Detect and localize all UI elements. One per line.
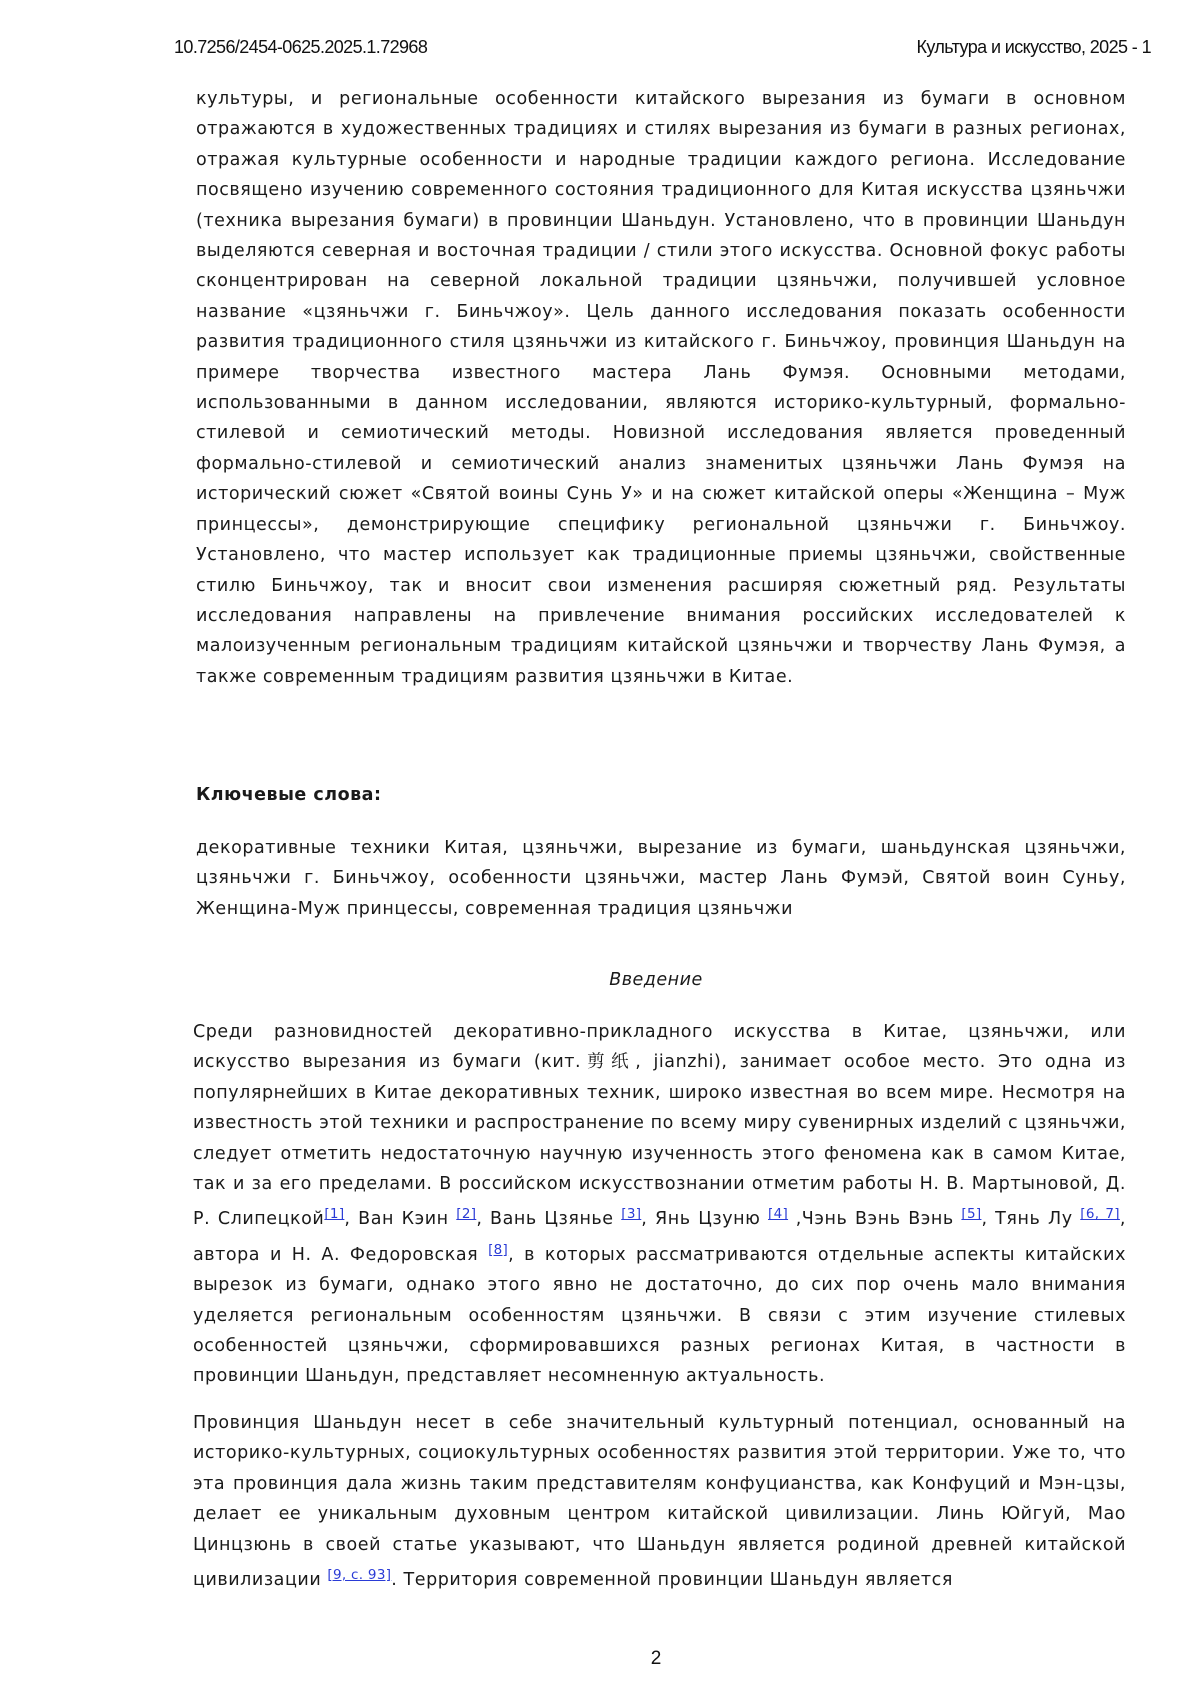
keywords-title: Ключевые слова: [196, 785, 382, 805]
paragraph-text: Провинция Шаньдун несет в себе значительный культурный потенциал, основанный на историко-культурных, социокультурных особенностях развития этой территории. Уже то, что эта провинция дала жизнь таким представителям конфуцианства, как Конфуций и Мэн-цзы, делает ее уникальным духовным центром китайской цивилизации. Линь Юйгуй, Мао Цинцзюнь в своей статье указывают, что Шаньдун является родиной древней китайской цивилизации [193, 1412, 1126, 1590]
citation-link[interactable]: [3] [621, 1206, 642, 1223]
introduction-body [193, 1017, 1126, 1611]
paragraph-text: , Тянь Лу [981, 1209, 1081, 1230]
abstract [196, 84, 1126, 692]
paragraph-text: . Территория современной провинции Шаньдун является [391, 1569, 953, 1590]
doi-header: 10.7256/2454-0625.2025.1.72968 [174, 37, 428, 57]
section-title-introduction: Введение [609, 970, 703, 990]
citation-link[interactable]: [1] [324, 1206, 345, 1223]
paragraph-text: , автора и Н. А. Федоровская [193, 1209, 1126, 1265]
paragraph-text: , Янь Цзуню [641, 1209, 769, 1230]
citation-link[interactable]: [6, 7] [1080, 1206, 1120, 1223]
citation-link[interactable]: [8] [488, 1241, 509, 1258]
paragraph [193, 1408, 1126, 1595]
paragraph-text: Среди разновидностей декоративно-прикладного искусства в Китае, цзяньчжи, или искусство вырезания из бумаги (кит.剪纸, jianzhi), занимает особое место. Это одна из популярнейших в Китае декоративных техник, широко известная во всем мире. Несмотря на известность этой техники и распространение по всему миру сувенирных изделий с цзяньчжи, следует отметить недостаточную научную изученность этого феномена как в самом Китае, так и за его пределами. В российском искусствознании отметим работы Н. В. Мартыновой, Д. Р. Слипецкой [193, 1022, 1126, 1230]
citation-link[interactable]: [5] [961, 1206, 982, 1223]
paragraph-text: , Ван Кэин [344, 1209, 457, 1230]
citation-link[interactable]: [4] [768, 1206, 789, 1223]
paragraph-text: , Вань Цзянье [476, 1209, 622, 1230]
keywords-text: декоративные техники Китая, цзяньчжи, вырезание из бумаги, шаньдунская цзяньчжи, цзяньчжи г. Биньчжоу, особенности цзяньчжи, мастер Лань Фумэй, Святой воин Суньу, Женщина-Муж принцессы, современная традиция цзяньчжи [196, 838, 1126, 919]
citation-link[interactable]: [2] [456, 1206, 477, 1223]
citation-link[interactable]: [9, с. 93] [327, 1566, 392, 1583]
page-number: 2 [650, 1648, 662, 1669]
paragraph-text: , в которых рассматриваются отдельные аспекты китайских вырезок из бумаги, однако этого явно не достаточно, до сих пор очень мало внимания уделяется региональным особенностям цзяньчжи. В связи с этим изучение стилевых особенностей цзяньчжи, сформировавшихся разных регионах Китая, в частности в провинции Шаньдун, представляет несомненную актуальность. [193, 1244, 1126, 1387]
paragraph-text: ,Чэнь Вэнь Вэнь [788, 1209, 962, 1230]
abstract-text: культуры, и региональные особенности китайского вырезания из бумаги в основном отражаются в художественных традициях и стилях вырезания из бумаги в разных регионах, отражая культурные особенности и народные традиции каждого региона. Исследование посвящено изучению современного состояния традиционного для Китая искусства цзяньчжи (техника вырезания бумаги) в провинции Шаньдун. Установлено, что в провинции Шаньдун выделяются северная и восточная традиции / стили этого искусства. Основной фокус работы сконцентрирован на северной локальной традиции цзяньчжи, получившей условное название «цзяньчжи г. Биньчжоу». Цель данного исследования показать особенности развития традиционного стиля цзяньчжи из китайского г. Биньчжоу, провинция Шаньдун на примере творчества известного мастера Лань Фумэя. Основными методами, использованными в данном исследовании, являются историко-культурный, формально-стилевой и семиотический методы. Новизной исследования является проведенный формально-стилевой и семиотический анализ знаменитых цзяньчжи Лань Фумэя на исторический сюжет «Святой воины Сунь У» и на сюжет китайской оперы «Женщина – Муж принцессы», демонстрирующие специфику региональной цзяньчжи г. Биньчжоу. Установлено, что мастер использует как традиционные приемы цзяньчжи, свойственные стилю Биньчжоу, так и вносит свои изменения расширяя сюжетный ряд. Результаты исследования направлены на привлечение внимания российских исследователей к малоизученным региональным традициям китайской цзяньчжи и творчеству Лань Фумэя, а также современным традициям развития цзяньчжи в Китае. [196, 89, 1126, 687]
journal-header: Культура и искусство, 2025 - 1 [916, 37, 1151, 57]
paragraph [193, 1017, 1126, 1392]
